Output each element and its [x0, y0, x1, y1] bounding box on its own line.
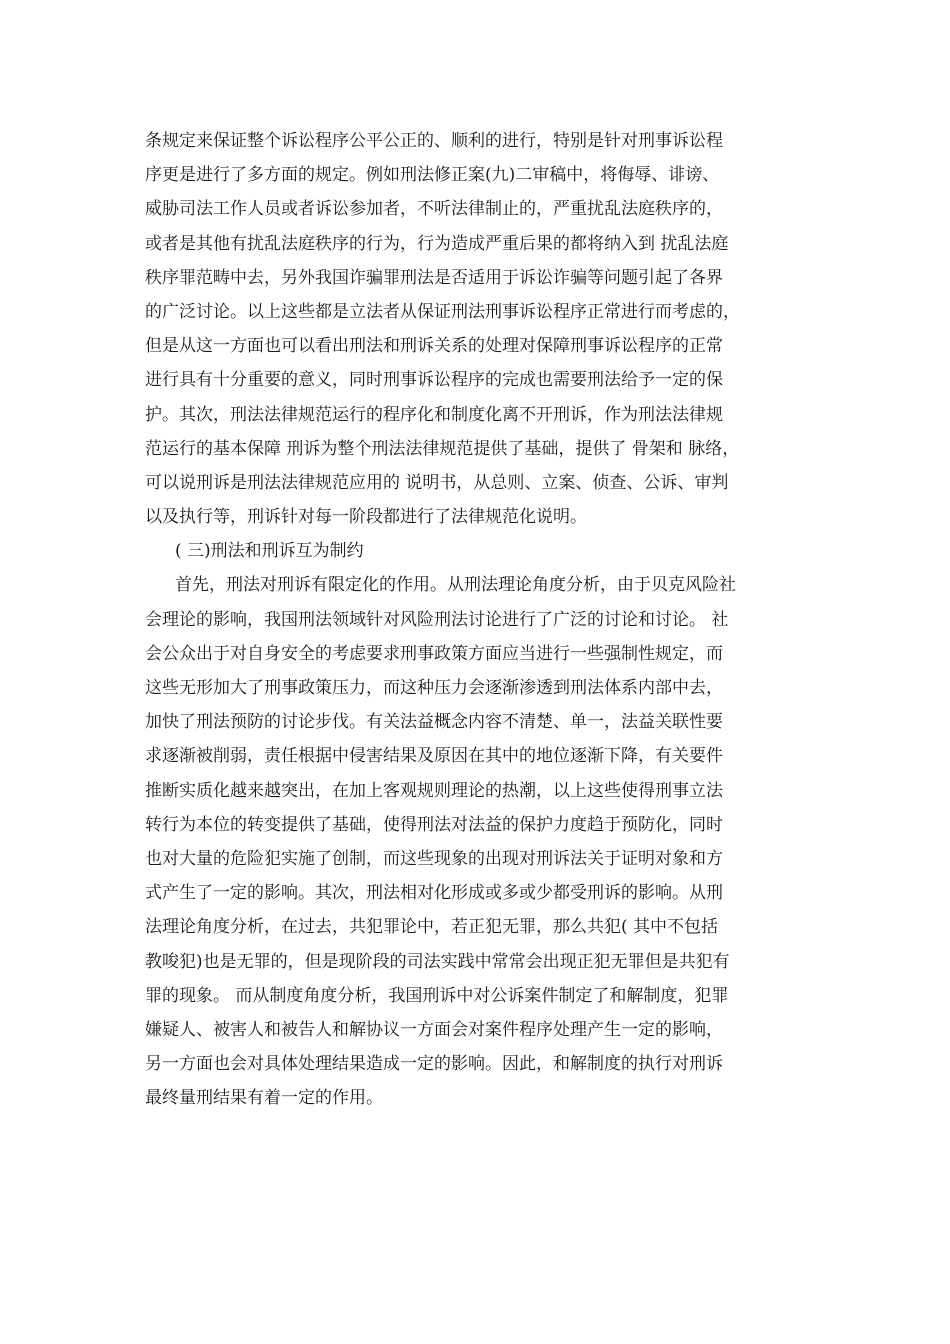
text-line: 进行具有十分重要的意义，同时刑事诉讼程序的完成也需要刑法给予一定的保: [145, 370, 723, 391]
text-line: 秩序罪范畴中去，另外我国诈骗罪刑法是否适用于诉讼诈骗等问题引起了各界: [145, 267, 723, 288]
text-line: 另一方面也会对具体处理结果造成一定的影响。因此，和解制度的执行对刑诉: [145, 1054, 723, 1075]
text-line: 推断实质化越来越突出，在加上客观规则理论的热潮，以上这些使得刑事立法: [145, 780, 723, 801]
text-line: 这些无形加大了刑事政策压力，而这种压力会逐渐渗透到刑法体系内部中去，: [145, 678, 723, 698]
text-line: 条规定来保证整个诉讼程序公平公正的、顺利的进行，特别是针对刑事诉讼程: [145, 131, 723, 151]
text-line: 但是从这一方面也可以看出刑法和刑诉关系的处理对保障刑事诉讼程序的正常: [145, 336, 723, 357]
text-line: 最终量刑结果有着一定的作用。: [145, 1088, 383, 1109]
text-line: 或者是其他有扰乱法庭秩序的行为，行为造成严重后果的都将纳入到 扰乱法庭: [145, 233, 729, 254]
text-line: 也对大量的危险犯实施了创制，而这些现象的出现对刑诉法关于证明对象和方: [145, 848, 723, 869]
text-line: 求逐渐被削弱，责任根据中侵害结果及原因在其中的地位逐渐下降，有关要件: [145, 746, 723, 767]
text-line: 加快了刑法预防的讨论步伐。有关法益概念内容不清楚、单一，法益关联性要: [145, 712, 723, 733]
text-line: 护。其次，刑法法律规范运行的程序化和制度化离不开刑诉，作为刑法法律规: [145, 404, 723, 425]
text-line: 范运行的基本保障 刑诉为整个刑法法律规范提供了基础，提供了 骨架和 脉络，: [145, 438, 740, 459]
text-line: 教唆犯)也是无罪的，但是现阶段的司法实践中常常会出现正犯无罪但是共犯有: [145, 951, 730, 972]
text-line: 以及执行等，刑诉针对每一阶段都进行了法律规范化说明。: [145, 507, 587, 528]
text-line: 的广泛讨论。以上这些都是立法者从保证刑法刑事诉讼程序正常进行而考虑的，: [145, 301, 740, 322]
section-heading: ( 三)刑法和刑诉互为制约: [175, 541, 364, 562]
text-line: 会理论的影响，我国刑法领域针对风险刑法讨论进行了广泛的讨论和讨论。 社: [145, 609, 729, 630]
text-line: 法理论角度分析，在过去，共犯罪论中，若正犯无罪，那么共犯( 其中不包括: [145, 917, 719, 938]
text-line: 嫌疑人、被害人和被告人和解协议一方面会对案件程序处理产生一定的影响，: [145, 1019, 723, 1040]
text-line: 序更是进行了多方面的规定。例如刑法修正案(九)二审稿中，将侮辱、诽谤、: [145, 165, 720, 186]
text-line: 罪的现象。 而从制度角度分析，我国刑诉中对公诉案件制定了和解制度，犯罪: [145, 985, 729, 1006]
text-line: 首先，刑法对刑诉有限定化的作用。从刑法理论角度分析，由于贝克风险社: [175, 575, 736, 596]
body-text: [145, 124, 815, 1115]
text-line: 转行为本位的转变提供了基础，使得刑法对法益的保护力度趋于预防化，同时: [145, 814, 723, 835]
text-line: 式产生了一定的影响。其次，刑法相对化形成或多或少都受刑诉的影响。从刑: [145, 883, 723, 904]
text-line: 可以说刑诉是刑法法律规范应用的 说明书，从总则、立案、侦查、公诉、审判: [145, 472, 729, 493]
text-line: 威胁司法工作人员或者诉讼参加者，不听法律制止的，严重扰乱法庭秩序的，: [145, 199, 723, 220]
text-line: 会公众出于对自身安全的考虑要求刑事政策方面应当进行一些强制性规定，而: [145, 643, 723, 664]
